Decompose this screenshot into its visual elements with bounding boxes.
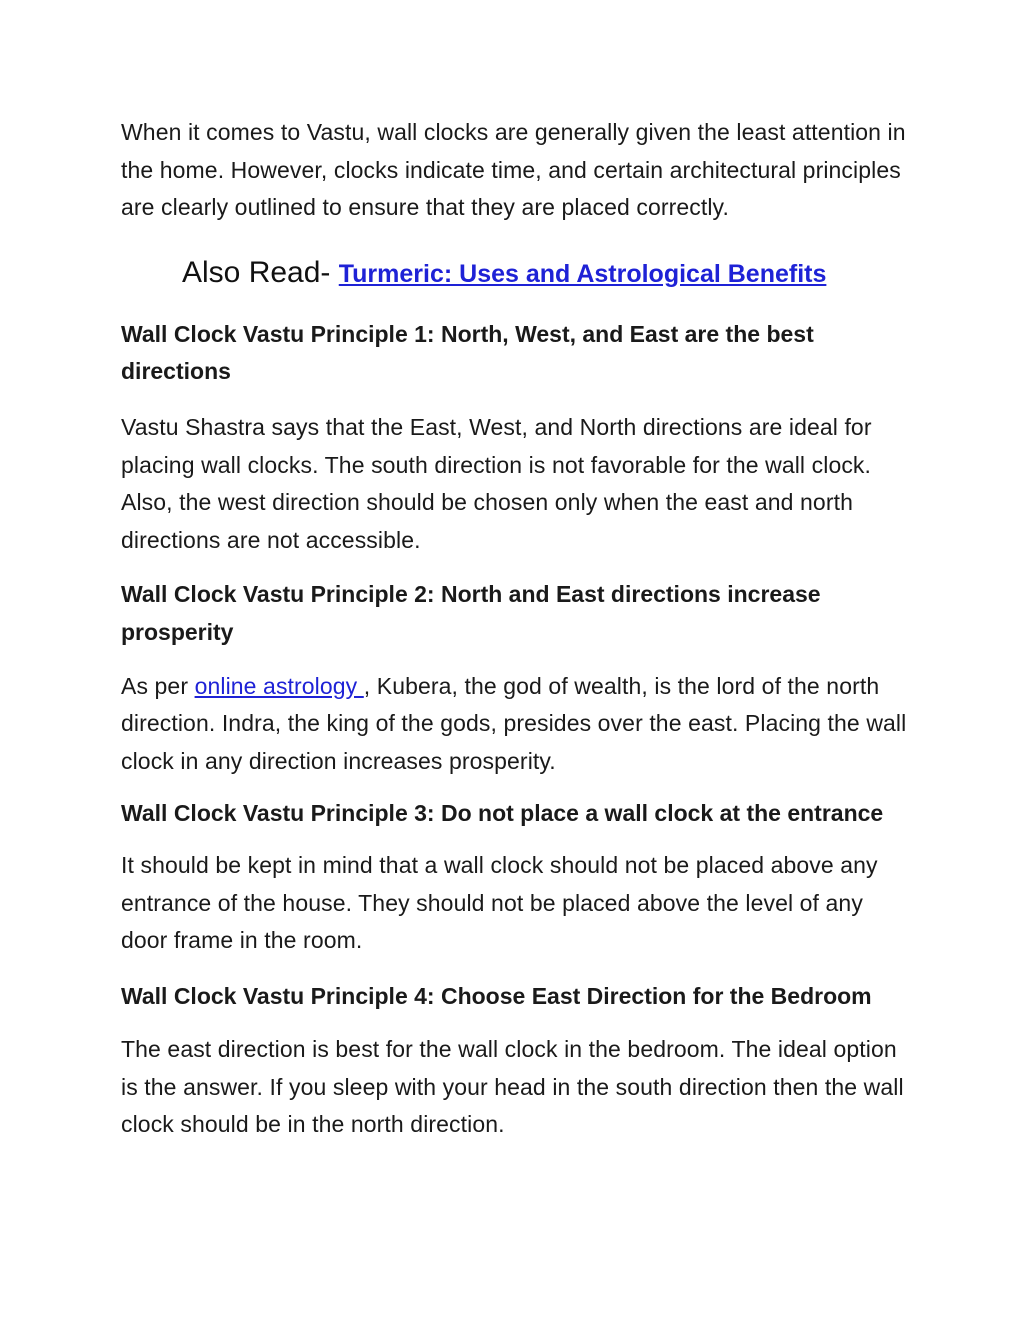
principle-2-body-end: , Kubera, the god of wealth, is the lord of the north direction. Indra, the king of the gods, presides over the east. Placing the wall clock in any direction increases prosperity. bbox=[121, 672, 907, 774]
principle-1-body: Vastu Shastra says that the East, West, and North directions are ideal for placing wall clocks. The south direction is not favorable for the wall clock. Also, the west direction should be chosen only when the east and north directions are not accessible. bbox=[121, 413, 872, 553]
principle-2-heading: Wall Clock Vastu Principle 2: North and East directions increase prosperity bbox=[121, 581, 821, 645]
online-astrology-link[interactable]: online astrology bbox=[194, 672, 364, 699]
turmeric-article-link[interactable]: Turmeric: Uses and Astrological Benefits bbox=[338, 259, 827, 288]
principle-4-heading: Wall Clock Vastu Principle 4: Choose East Direction for the Bedroom bbox=[121, 982, 872, 1009]
intro-paragraph: When it comes to Vastu, wall clocks are generally given the least attention in the home. However, clocks indicate time, and certain architectural principles are clearly outlined to ensure that they are placed correctly. bbox=[121, 119, 906, 221]
principle-2-body-start: As per bbox=[121, 672, 195, 699]
principle-1-heading: Wall Clock Vastu Principle 1: North, West, and East are the best directions bbox=[121, 320, 814, 385]
principle-4-body: The east direction is best for the wall clock in the bedroom. The ideal option is the answer. If you sleep with your head in the south direction then the wall clock should be in the north direction. bbox=[121, 1036, 904, 1138]
also-read-label: Also Read- bbox=[182, 255, 339, 289]
principle-3-body: It should be kept in mind that a wall clock should not be placed above any entrance of the house. They should not be placed above the level of any door frame in the room. bbox=[121, 851, 878, 954]
also-read-line bbox=[182, 253, 911, 298]
principle-3-heading: Wall Clock Vastu Principle 3: Do not place a wall clock at the entrance bbox=[121, 800, 884, 827]
document-page bbox=[121, 114, 911, 1144]
principle-2-body bbox=[121, 668, 911, 781]
